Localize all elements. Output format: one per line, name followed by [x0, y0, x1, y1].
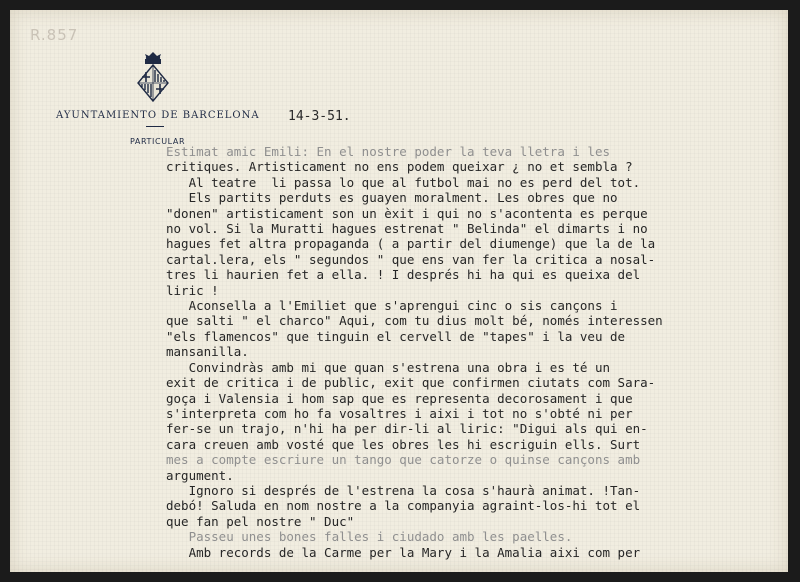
letter-line: s'interpreta com ho fa vosaltres i aixi i tot no s'obté ni per [166, 405, 633, 421]
letter-line: hagues fet altra propaganda ( a partir del diumenge) que la de la [166, 236, 656, 252]
letter-line: exit de critica i de public, exit que confirmen ciutats com Sara- [166, 375, 656, 391]
letter-line: cartal.lera, els " segundos " que ens van fer la critica a nosal- [166, 251, 656, 267]
letter-line: critiques. Artisticament no ens podem queixar ¿ no et sembla ? [166, 159, 633, 175]
letter-line: "els flamencos" que tinguin el cervell de "tapes" i la veu de [166, 328, 626, 344]
letter-line: liric ! [166, 282, 219, 298]
letter-line: no vol. Si la Muratti hagues estrenat " Belinda" el dimarts i no [166, 221, 648, 237]
letter-line: que fan pel nostre " Duc" [166, 513, 355, 529]
letter-line: debó! Saluda en nom nostre a la companyia agraint-los-hi tot el [166, 498, 641, 514]
letter-line: mes a compte escriure un tango que catorze o quinse cançons amb [166, 452, 641, 468]
letterhead-divider [146, 126, 164, 127]
letter-line: que salti " el charco" Aqui, com tu dius molt bé, només interessen [166, 313, 663, 329]
letter-line: fer-se un trajo, n'hi ha per dir-li al liric: "Digui als qui en- [166, 421, 648, 437]
letter-line: Els partits perduts es guayen moralment. Les obres que no [166, 190, 618, 206]
letter-line: Convindràs amb mi que quan s'estrena una obra i es té un [166, 359, 611, 375]
letter-line: cara creuen amb vosté que les obres les hi escriguin ells. Surt [166, 436, 641, 452]
letter-line: Aconsella a l'Emiliet que s'aprengui cinc o sis cançons i [166, 298, 618, 314]
letterhead-organization-name: AYUNTAMIENTO DE BARCELONA [56, 110, 260, 121]
letterhead-subtitle: PARTICULAR [130, 137, 186, 146]
archive-reference-mark: R.857 [30, 26, 79, 44]
letter-line: Ignoro si després de l'estrena la cosa s'haurà animat. !Tan- [166, 482, 641, 498]
letter-line: Passeu unes bones falles i ciudado amb les paelles. [166, 529, 573, 545]
letter-line: "donen" artisticament son un èxit i qui no s'acontenta es perque [166, 205, 648, 221]
letter-date: 14-3-51. [288, 109, 351, 124]
letter-line: goça i Valensia i hom sap que es representa decorosament i que [166, 390, 633, 406]
letter-line: mansanilla. [166, 344, 249, 360]
letter-line: tres li haurien fet a ella. ! I després hi ha qui es queixa del [166, 267, 641, 283]
barcelona-coat-of-arms-icon [135, 50, 171, 106]
letter-line: argument. [166, 467, 234, 483]
letter-line: Estimat amic Emili: En el nostre poder la teva lletra i les [166, 144, 611, 159]
letter-line: Al teatre li passa lo que al futbol mai no es perd del tot. [166, 174, 641, 190]
letter-line: Amb records de la Carme per la Mary i la Amalia aixi com per [166, 544, 641, 560]
letter-sheet [10, 10, 788, 572]
letter-body [166, 144, 788, 560]
